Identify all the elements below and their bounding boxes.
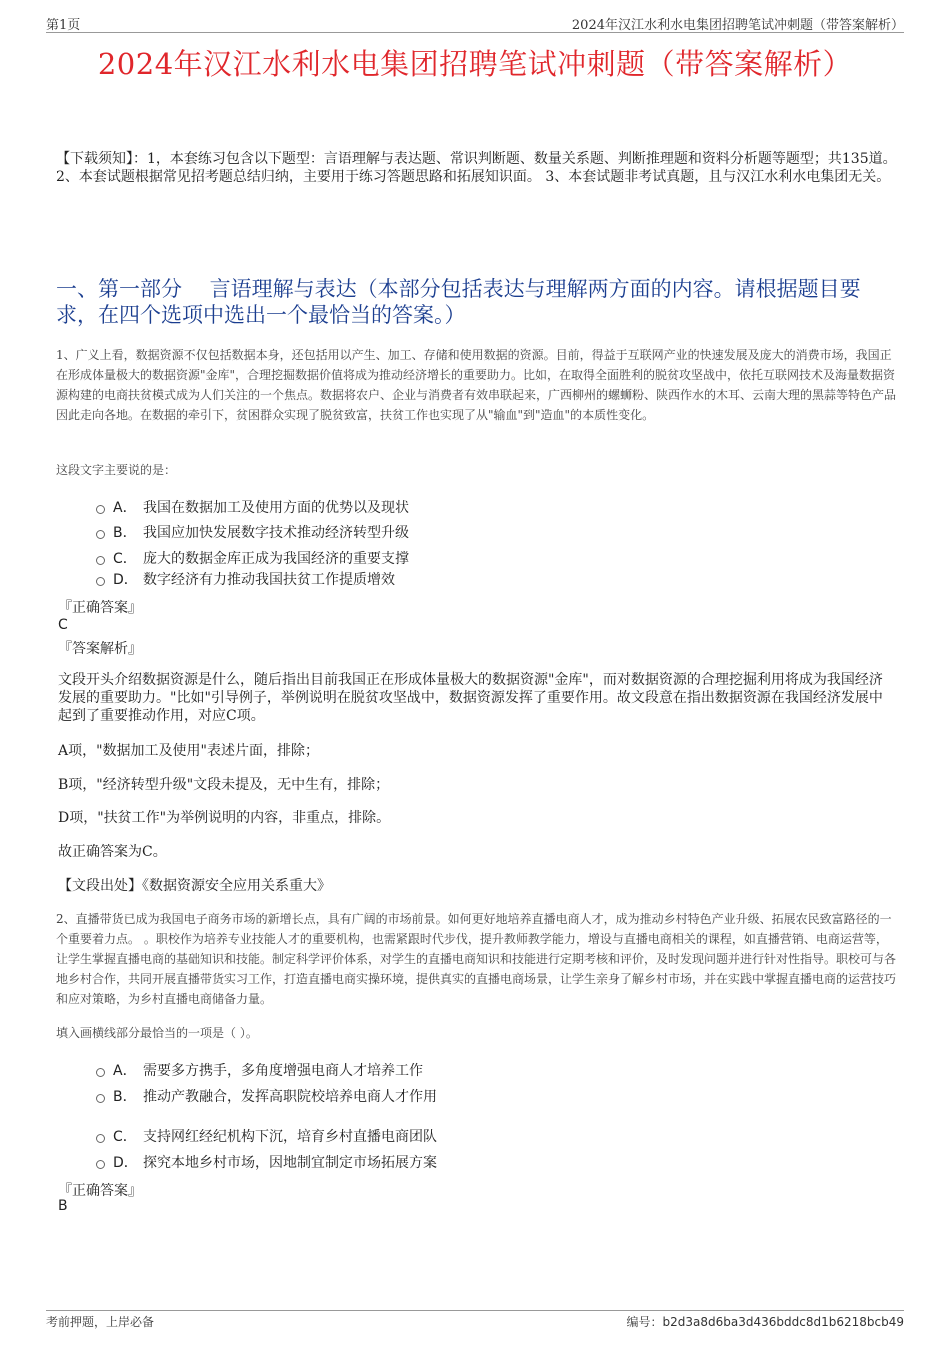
radio-icon[interactable] (96, 505, 105, 514)
page-number: 第1页 (46, 18, 81, 33)
header-divider (46, 32, 904, 33)
q1-explain-d: D项，"扶贫工作"为举例说明的内容，非重点，排除。 (58, 810, 391, 826)
q2-option-c[interactable] (96, 1126, 437, 1146)
q2-answer: B (58, 1198, 68, 1214)
q1-answer-label: 『正确答案』 (58, 600, 142, 616)
option-text: 需要多方携手，多角度增强电商人才培养工作 (143, 1063, 423, 1079)
radio-icon[interactable] (96, 530, 105, 539)
q1-option-c[interactable] (96, 548, 409, 568)
q2-option-b[interactable] (96, 1086, 437, 1106)
q1-analysis: 文段开头介绍数据资源是什么，随后指出目前我国正在形成体量极大的数据资源"金库"，而对数据资源的合理挖掘利用将成为我国经济发展的重要助力。"比如"引导例子，举例说明在脱贫攻坚战中，数据资源发挥了重要作用。故文段意在指出数据资源在我国经济发展中起到了重要推动作用，对应C项。 (58, 672, 883, 724)
question-2-text: 2、直播带货已成为我国电子商务市场的新增长点，具有广阔的市场前景。如何更好地培养直播电商人才，成为推动乡村特色产业升级、拓展农民致富路径的一个重要着力点。 。职校作为培养专业技能人才的重要机构，也需紧跟时代步伐，提升教师教学能力，增设与直播电商相关的课程，如直播营销、电商运营等，让学生掌握直播电商的基础知识和技能。制定科学评价体系，对学生的直播电商知识和技能进行定期考核和评价，及时发现问题并进行针对性指导。职校可与各地乡村合作，共同开展直播带货实习工作，打造直播电商实操环境，提供真实的直播电商场景，让学生亲身了解乡村市场，并在实践中掌握直播电商的运营技巧和应对策略，为乡村直播电商储备力量。 (56, 912, 897, 1006)
option-letter: D． (113, 1155, 138, 1171)
section-heading: 一、第一部分 言语理解与表达（本部分包括表达与理解两方面的内容。请根据题目要求，在四个选项中选出一个最恰当的答案。） (56, 277, 861, 327)
footer-code-value: b2d3a8d6ba3d436bddc8d1b6218bcb49 (662, 1315, 904, 1329)
q2-option-a[interactable] (96, 1060, 423, 1080)
radio-icon[interactable] (96, 1068, 105, 1077)
option-text: 数字经济有力推动我国扶贫工作提质增效 (143, 572, 395, 588)
question-1-text: 1、广义上看，数据资源不仅包括数据本身，还包括用以产生、加工、存储和使用数据的资源。目前，得益于互联网产业的快速发展及庞大的消费市场，我国正在形成体量极大的数据资源"金库"，合理挖掘数据价值将成为推动经济增长的重要助力。比如，在取得全面胜利的脱贫攻坚战中，依托互联网技术及海量数据资源构建的电商扶贫模式成为人们关注的一个焦点。数据将农户、企业与消费者有效串联起来，广西柳州的螺蛳粉、陕西作水的木耳、云南大理的黑蒜等特色产品因此走向各地。在数据的牵引下，贫困群众实现了脱贫致富，扶贫工作也实现了从"输血"到"造血"的本质性变化。 (56, 348, 897, 422)
option-text: 我国应加快发展数字技术推动经济转型升级 (143, 525, 409, 541)
question-2-prompt: 填入画横线部分最恰当的一项是（ ）。 (56, 1026, 258, 1040)
option-letter: A． (113, 1063, 137, 1079)
q1-option-b[interactable] (96, 522, 409, 542)
q1-answer: C (58, 617, 68, 633)
q1-analysis-label: 『答案解析』 (58, 641, 142, 657)
question-1-prompt: 这段文字主要说的是： (56, 463, 177, 477)
q1-option-a[interactable] (96, 497, 409, 517)
footer-code-label: 编号： (626, 1315, 663, 1329)
option-text: 推动产教融合，发挥高职院校培养电商人才作用 (143, 1089, 437, 1105)
q1-source: 【文段出处】《数据资源安全应用关系重大》 (58, 878, 331, 894)
radio-icon[interactable] (96, 1134, 105, 1143)
radio-icon[interactable] (96, 1160, 105, 1169)
q1-explain-b: B项，"经济转型升级"文段未提及，无中生有，排除； (58, 777, 390, 793)
option-letter: C． (113, 1129, 137, 1145)
footer-code (627, 1313, 904, 1330)
option-letter: C． (113, 551, 137, 567)
option-text: 探究本地乡村市场，因地制宜制定市场拓展方案 (143, 1155, 437, 1171)
option-text: 我国在数据加工及使用方面的优势以及现状 (143, 500, 409, 516)
footer-slogan: 考前押题，上岸必备 (46, 1315, 155, 1329)
q1-option-d[interactable] (96, 569, 395, 589)
radio-icon[interactable] (96, 556, 105, 565)
footer-divider (46, 1310, 904, 1311)
option-letter: B． (113, 1089, 137, 1105)
q1-conclusion: 故正确答案为C。 (58, 844, 167, 860)
radio-icon[interactable] (96, 577, 105, 586)
radio-icon[interactable] (96, 1094, 105, 1103)
option-letter: B． (113, 525, 137, 541)
q2-option-d[interactable] (96, 1152, 437, 1172)
option-text: 庞大的数据金库正成为我国经济的重要支撑 (143, 551, 409, 567)
option-letter: A． (113, 500, 137, 516)
page-title: 2024年汉江水利水电集团招聘笔试冲刺题（带答案解析） (97, 47, 853, 81)
download-notice: 【下载须知】：1，本套练习包含以下题型：言语理解与表达题、常识判断题、数量关系题、判断推理题和资料分析题等题型；共135道。 2、本套试题根据常见招考题总结归纳，主要用于练习答题思路和拓展知识面。 3、本套试题非考试真题，且与汉江水利水电集团无关。 (56, 151, 897, 185)
header-doc-title: 2024年汉江水利水电集团招聘笔试冲刺题（带答案解析） (571, 18, 904, 33)
option-letter: D． (113, 572, 138, 588)
q1-explain-a: A项，"数据加工及使用"表述片面，排除； (58, 743, 319, 759)
option-text: 支持网红经纪机构下沉，培育乡村直播电商团队 (143, 1129, 437, 1145)
q2-answer-label: 『正确答案』 (58, 1183, 142, 1199)
